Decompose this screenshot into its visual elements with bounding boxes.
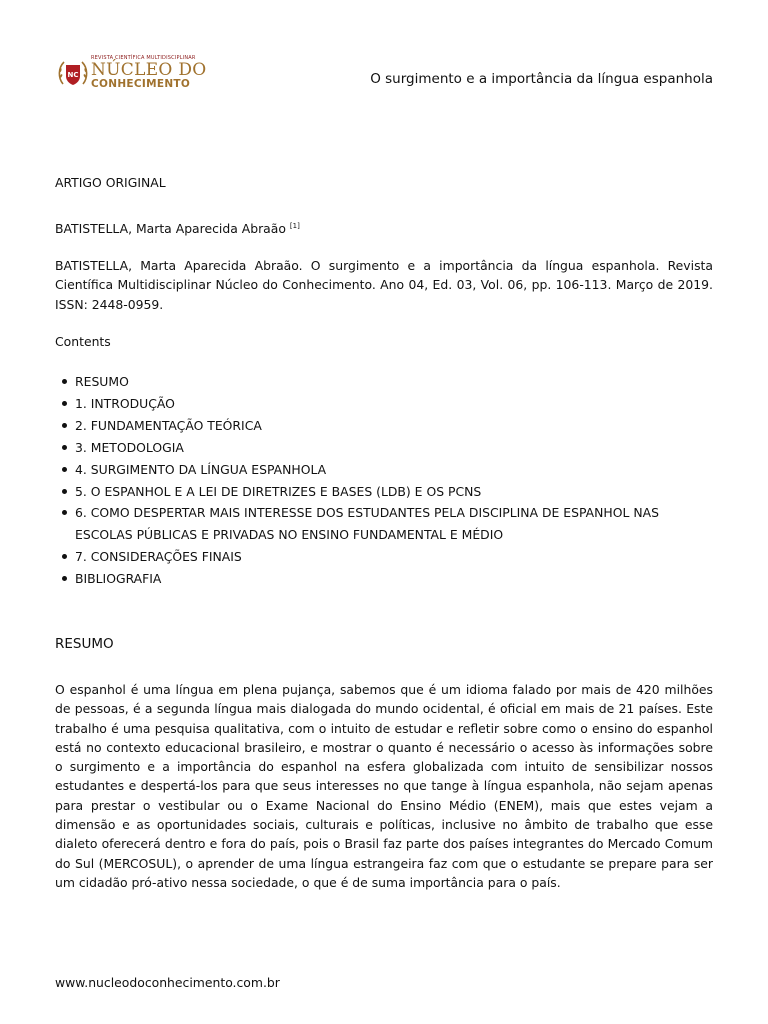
article-type: ARTIGO ORIGINAL <box>55 175 166 190</box>
logo-name: NÚCLEO DO <box>91 60 207 80</box>
citation: BATISTELLA, Marta Aparecida Abraão. O surgimento e a importância da língua espanhola. Revista Científica Multidisciplinar Núcleo do Conhecimento. Ano 04, Ed. 03, Vol. 06, pp. 106-113. Março de 2019. ISSN: 2448-0959. <box>55 258 713 312</box>
resumo-text: O espanhol é uma língua em plena pujança, sabemos que é um idioma falado por mais de 420 milhões de pessoas, é a segunda língua mais dialogada do mundo ocidental, é oficial em mais de 21 países. Este trabalho é uma pesquisa qualitativa, com o intuito de estudar e refletir sobre como o ensino do espanhol está no contexto educacional brasileiro, e mostrar o quanto é necessário o acesso às informações sobre o surgimento e a importância do espanhol na esfera globalizada com intuito de sensibilizar nossos estudantes e despertá-los para que seus interesses no que tange à língua espanhola, não sejam apenas para prestar o vestibular ou o Exame Nacional do Ensino Médio (ENEM), mais que estes vejam a dimensão e as oportunidades sociais, culturais e políticas, inclusive no âmbito de trabalho que esse dialeto oferecerá dentro e fora do país, pois o Brasil faz parte dos países integrantes do Mercado Comum do Sul (MERCOSUL), o aprender de uma língua estrangeira faz com que o estudante se prepare para ser um cidadão pró-ativo nessa sociedade, o que é de suma importância para o país. <box>55 682 713 890</box>
toc-item-fundamentacao[interactable]: 2. FUNDAMENTAÇÃO TEÓRICA <box>55 415 713 437</box>
author-footnote-ref[interactable]: [1] <box>289 222 300 230</box>
logo-tagline: REVISTA CIENTÍFICA MULTIDISCIPLINAR <box>91 55 196 61</box>
laurel-badge-icon <box>56 56 90 90</box>
contents-label: Contents <box>55 334 111 349</box>
logo-subname: CONHECIMENTO <box>91 78 191 90</box>
footer-url[interactable]: www.nucleodoconhecimento.com.br <box>55 975 280 990</box>
toc-item-metodologia[interactable]: 3. METODOLOGIA <box>55 437 713 459</box>
svg-text:NC: NC <box>67 71 79 79</box>
table-of-contents <box>55 371 713 590</box>
running-header-title: O surgimento e a importância da língua espanhola <box>370 71 713 87</box>
journal-logo[interactable] <box>56 54 207 94</box>
toc-item-bibliografia[interactable]: BIBLIOGRAFIA <box>55 568 713 590</box>
resumo-heading: RESUMO <box>55 636 114 652</box>
toc-item-ldb-pcns[interactable]: 5. O ESPANHOL E A LEI DE DIRETRIZES E BASES (LDB) E OS PCNS <box>55 481 713 503</box>
author-name: BATISTELLA, Marta Aparecida Abraão <box>55 221 286 236</box>
toc-item-resumo[interactable]: RESUMO <box>55 371 713 393</box>
toc-item-consideracoes[interactable]: 7. CONSIDERAÇÕES FINAIS <box>55 546 713 568</box>
toc-item-despertar-interesse[interactable]: 6. COMO DESPERTAR MAIS INTERESSE DOS ESTUDANTES PELA DISCIPLINA DE ESPANHOL NAS ESCOLAS PÚBLICAS E PRIVADAS NO ENSINO FUNDAMENTAL E MÉDIO <box>55 502 713 546</box>
toc-item-introducao[interactable]: 1. INTRODUÇÃO <box>55 393 713 415</box>
toc-item-surgimento[interactable]: 4. SURGIMENTO DA LÍNGUA ESPANHOLA <box>55 459 713 481</box>
author-line <box>55 217 713 238</box>
